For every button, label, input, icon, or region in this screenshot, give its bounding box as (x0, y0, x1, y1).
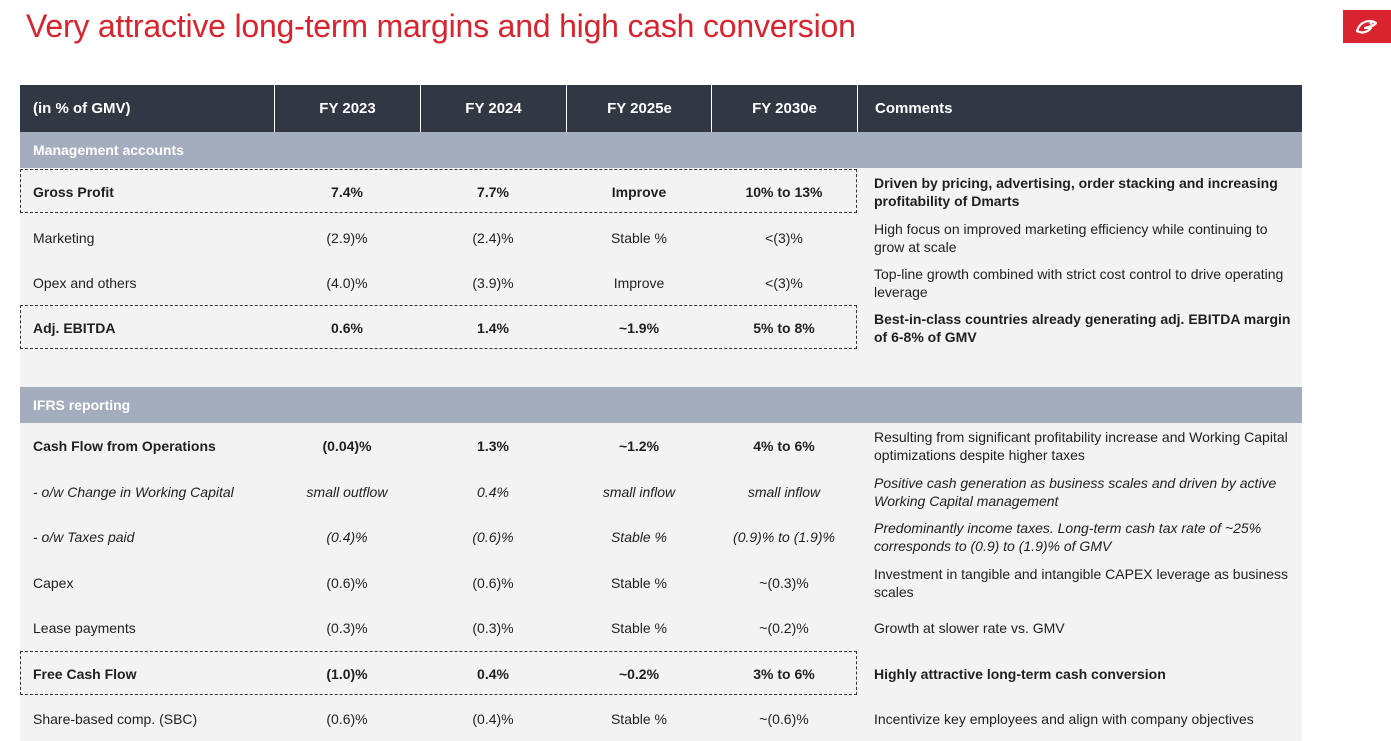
row-value-fy2030e: ~(0.6)% (759, 710, 809, 727)
header-fy2025e: FY 2025e (566, 85, 712, 132)
row-label: Gross Profit (33, 183, 114, 200)
table-row (20, 651, 1302, 696)
row-comment: Incentivize key employees and align with company objectives (874, 710, 1254, 727)
row-value-fy2030e: ~(0.2)% (759, 619, 809, 636)
row-comment: Highly attractive long-term cash conversion (874, 665, 1166, 682)
row-value-fy2025e: Improve (611, 183, 667, 200)
row-value-fy2024: (0.4)% (472, 710, 514, 727)
table-row (20, 215, 1302, 260)
row-label: Adj. EBITDA (33, 319, 116, 336)
row-value-fy2023: (1.0)% (326, 665, 368, 682)
row-value-fy2024: 0.4% (477, 665, 509, 682)
table-row (20, 169, 1302, 214)
row-value-fy2030e: ~(0.3)% (759, 574, 809, 591)
row-value-fy2030e: <(3)% (765, 229, 803, 246)
row-value-fy2023: (0.04)% (322, 437, 372, 454)
row-value-fy2025e: Stable % (610, 619, 668, 636)
table-row (20, 514, 1302, 559)
row-value-fy2024: (0.6)% (472, 528, 514, 545)
table-row (20, 605, 1302, 650)
header-fy2030e: FY 2030e (711, 85, 857, 132)
row-value-fy2030e: <(3)% (765, 274, 803, 291)
table-row (20, 469, 1302, 514)
row-value-fy2030e: (0.9)% to (1.9)% (733, 528, 835, 545)
row-comment: Investment in tangible and intangible CAPEX leverage as business scales (874, 565, 1289, 600)
row-label: - o/w Change in Working Capital (33, 483, 234, 500)
row-value-fy2023: (0.6)% (326, 710, 368, 727)
row-value-fy2024: 7.7% (477, 183, 509, 200)
row-comment: Best-in-class countries already generating adj. EBITDA margin of 6-8% of GMV (874, 310, 1291, 345)
page-title: Very attractive long-term margins and high cash conversion (26, 8, 856, 44)
row-value-fy2030e: 5% to 8% (753, 319, 815, 336)
delivery-hero-logo-icon (1354, 17, 1380, 37)
row-value-fy2030e: 4% to 6% (753, 437, 815, 454)
table-row (20, 560, 1302, 605)
row-value-fy2023: (0.3)% (326, 619, 368, 636)
table-row (20, 260, 1302, 305)
row-value-fy2025e: Stable % (610, 710, 668, 727)
row-label: Opex and others (33, 274, 137, 291)
row-value-fy2024: (0.3)% (472, 619, 514, 636)
header-fy2023: FY 2023 (274, 85, 420, 132)
row-value-fy2025e: small inflow (602, 483, 676, 500)
row-value-fy2024: (3.9)% (472, 274, 514, 291)
row-value-fy2025e: ~1.9% (618, 319, 660, 336)
header-unit-label: (in % of GMV) (33, 100, 131, 117)
row-value-fy2023: (4.0)% (326, 274, 368, 291)
section-ifrs-reporting: IFRS reporting (20, 387, 1302, 423)
row-value-fy2030e: small inflow (747, 483, 821, 500)
row-comment: Positive cash generation as business scales and driven by active Working Capital management (874, 474, 1277, 509)
row-value-fy2023: (2.9)% (326, 229, 368, 246)
row-value-fy2023: (0.4)% (326, 528, 368, 545)
row-value-fy2025e: Stable % (610, 528, 668, 545)
row-value-fy2025e: Improve (613, 274, 665, 291)
row-value-fy2024: 1.4% (477, 319, 509, 336)
row-value-fy2024: (0.6)% (472, 574, 514, 591)
row-value-fy2023: 7.4% (331, 183, 363, 200)
row-comment: Driven by pricing, advertising, order stacking and increasing profitability of Dmarts (874, 174, 1278, 209)
row-value-fy2025e: Stable % (610, 229, 668, 246)
row-label: - o/w Taxes paid (33, 528, 135, 545)
table-row (20, 696, 1302, 741)
row-comment: Resulting from significant profitability increase and Working Capital optimizations despite higher taxes (874, 428, 1288, 463)
row-value-fy2024: 1.3% (477, 437, 509, 454)
row-value-fy2024: (2.4)% (472, 229, 514, 246)
row-comment: High focus on improved marketing efficiency while continuing to grow at scale (874, 220, 1268, 255)
table-header (20, 85, 1302, 132)
table-row (20, 305, 1302, 350)
row-value-fy2030e: 3% to 6% (753, 665, 815, 682)
row-value-fy2025e: Stable % (610, 574, 668, 591)
row-label: Capex (33, 574, 74, 591)
row-comment: Growth at slower rate vs. GMV (874, 619, 1065, 636)
row-label: Marketing (33, 229, 95, 246)
row-label: Lease payments (33, 619, 136, 636)
row-label: Free Cash Flow (33, 665, 137, 682)
row-value-fy2023: (0.6)% (326, 574, 368, 591)
table-row (20, 423, 1302, 468)
row-comment: Predominantly income taxes. Long-term cash tax rate of ~25% corresponds to (0.9) to (1.9)% of GMV (874, 519, 1262, 554)
row-value-fy2025e: ~1.2% (618, 437, 660, 454)
header-comments: Comments (857, 85, 1302, 132)
row-value-fy2025e: ~0.2% (618, 665, 660, 682)
row-label: Cash Flow from Operations (33, 437, 216, 454)
row-value-fy2030e: 10% to 13% (745, 183, 823, 200)
row-comment: Top-line growth combined with strict cost control to drive operating leverage (874, 265, 1284, 300)
header-fy2024: FY 2024 (420, 85, 566, 132)
section-management-accounts: Management accounts (20, 132, 1302, 168)
row-value-fy2024: 0.4% (477, 483, 509, 500)
row-value-fy2023: small outflow (306, 483, 388, 500)
brand-logo (1343, 10, 1391, 43)
row-value-fy2023: 0.6% (331, 319, 363, 336)
row-label: Share-based comp. (SBC) (33, 710, 198, 727)
